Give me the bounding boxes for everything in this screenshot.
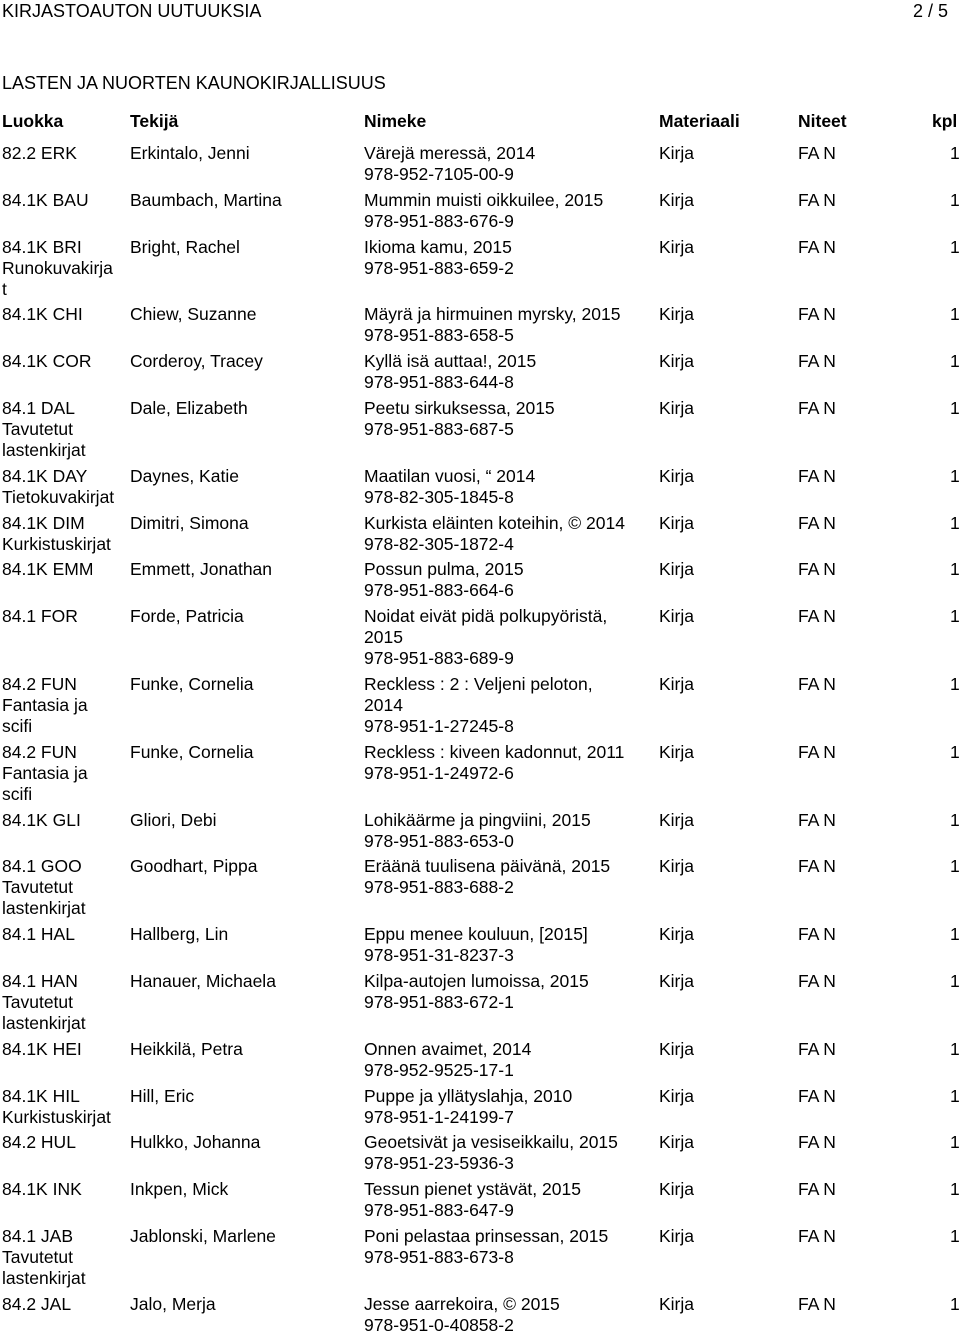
material-cell: Kirja xyxy=(659,559,695,580)
count-cell: 1 xyxy=(950,1038,960,1059)
classification-cell xyxy=(2,559,127,580)
material-cell: Kirja xyxy=(659,856,695,877)
title-cell-line: 978-951-883-664-6 xyxy=(364,580,514,601)
classification-cell-line: lastenkirjat xyxy=(2,1267,86,1288)
table-row xyxy=(0,466,960,508)
copies-location-cell: FA N xyxy=(798,856,836,877)
copies-location-cell: FA N xyxy=(798,1085,836,1106)
title-cell xyxy=(364,1039,654,1081)
table-row xyxy=(0,810,960,852)
classification-cell-line: 84.2 FUN xyxy=(2,741,77,762)
title-cell-line: Lohikäärme ja pingviini, 2015 xyxy=(364,809,591,830)
title-cell-line: Maatilan vuosi, “ 2014 xyxy=(364,465,536,486)
table-row xyxy=(0,674,960,737)
document-header xyxy=(0,0,960,24)
author-cell: Jalo, Merja xyxy=(130,1293,216,1314)
classification-cell xyxy=(2,513,127,555)
classification-cell-line: scifi xyxy=(2,715,33,736)
title-cell-line: 978-951-883-644-8 xyxy=(364,372,514,393)
classification-cell-line: Runokuvakirja xyxy=(2,257,113,278)
count-cell: 1 xyxy=(950,465,960,486)
copies-location-cell: FA N xyxy=(798,351,836,372)
copies-location-cell: FA N xyxy=(798,189,836,210)
title-cell-line: 978-952-9525-17-1 xyxy=(364,1059,514,1080)
author-cell: Hill, Eric xyxy=(130,1085,195,1106)
page-number: 2 / 5 xyxy=(912,1,948,21)
copies-location-cell: FA N xyxy=(798,512,836,533)
classification-cell-line: 84.1K COR xyxy=(2,351,92,372)
title-cell-line: 978-951-883-658-5 xyxy=(364,325,514,346)
title-cell-line: Värejä meressä, 2014 xyxy=(364,143,536,163)
classification-cell-line: Tavutetut xyxy=(2,418,74,439)
title-cell-line: 978-82-305-1845-8 xyxy=(364,486,514,507)
copies-location-cell: FA N xyxy=(798,924,836,945)
classification-cell-line: Tavutetut xyxy=(2,991,74,1012)
count-cell: 1 xyxy=(950,304,960,325)
title-cell-line: Jesse aarrekoira, © 2015 xyxy=(364,1293,560,1314)
classification-cell-line: 84.1K GLI xyxy=(2,809,81,830)
title-cell xyxy=(364,606,654,669)
classification-cell-line: 84.1K HEI xyxy=(2,1038,82,1059)
author-cell: Forde, Patricia xyxy=(130,606,244,627)
classification-cell xyxy=(2,1179,127,1200)
table-row xyxy=(0,559,960,601)
title-cell-line: Kilpa-autojen lumoissa, 2015 xyxy=(364,970,589,991)
classification-cell-line: Tietokuvakirjat xyxy=(2,486,115,507)
table-row xyxy=(0,924,960,966)
author-cell: Baumbach, Martina xyxy=(130,189,282,210)
table-row xyxy=(0,351,960,393)
title-cell-line: Mummin muisti oikkuilee, 2015 xyxy=(364,189,604,210)
classification-cell-line: Tavutetut xyxy=(2,1246,74,1267)
copies-location-cell: FA N xyxy=(798,143,836,163)
title-cell-line: Eräänä tuulisena päivänä, 2015 xyxy=(364,856,611,877)
material-cell: Kirja xyxy=(659,189,695,210)
copies-location-cell: FA N xyxy=(798,1225,836,1246)
classification-cell xyxy=(2,1039,127,1060)
copies-location-cell: FA N xyxy=(798,559,836,580)
table-row xyxy=(0,237,960,300)
table-row xyxy=(0,1226,960,1289)
count-cell: 1 xyxy=(950,1293,960,1314)
column-header-materiaali: Materiaali xyxy=(659,111,740,131)
title-cell-line: Geoetsivät ja vesiseikkailu, 2015 xyxy=(364,1132,618,1153)
author-cell: Bright, Rachel xyxy=(130,236,240,257)
title-cell-line: 2014 xyxy=(364,694,403,715)
title-cell-line: 978-951-883-687-5 xyxy=(364,418,514,439)
table-row xyxy=(0,1132,960,1174)
title-cell xyxy=(364,1294,654,1336)
title-cell-line: Poni pelastaa prinsessan, 2015 xyxy=(364,1225,609,1246)
classification-cell-line: 84.1 JAB xyxy=(2,1225,74,1246)
column-header-niteet: Niteet xyxy=(798,111,847,131)
classification-cell-line: Fantasia ja xyxy=(2,762,88,783)
table-row xyxy=(0,1086,960,1128)
classification-cell-line: 84.2 JAL xyxy=(2,1293,72,1314)
classification-cell-line: Kurkistuskirjat xyxy=(2,1106,111,1127)
title-cell xyxy=(364,924,654,966)
classification-cell xyxy=(2,237,127,300)
title-cell xyxy=(364,190,654,232)
table-row xyxy=(0,1039,960,1081)
title-cell-line: Noidat eivät pidä polkupyöristä, xyxy=(364,606,608,627)
table-row xyxy=(0,143,960,185)
table-row xyxy=(0,190,960,232)
material-cell: Kirja xyxy=(659,1179,695,1200)
author-cell: Jablonski, Marlene xyxy=(130,1225,276,1246)
count-cell: 1 xyxy=(950,924,960,945)
document-title: KIRJASTOAUTON UUTUUKSIA xyxy=(2,1,262,21)
count-cell: 1 xyxy=(950,673,960,694)
title-cell-line: 978-951-883-647-9 xyxy=(364,1200,514,1221)
classification-cell xyxy=(2,143,127,164)
table-row xyxy=(0,304,960,346)
classification-cell-line: 84.1K INK xyxy=(2,1179,82,1200)
title-cell-line: Kyllä isä auttaa!, 2015 xyxy=(364,351,537,372)
title-cell-line: 978-951-883-688-2 xyxy=(364,877,514,898)
classification-cell xyxy=(2,351,127,372)
material-cell: Kirja xyxy=(659,236,695,257)
section-title: LASTEN JA NUORTEN KAUNOKIRJALLISUUS xyxy=(2,73,386,93)
author-cell: Heikkilä, Petra xyxy=(130,1038,243,1059)
classification-cell xyxy=(2,1294,127,1315)
title-cell xyxy=(364,810,654,852)
column-header-luokka: Luokka xyxy=(2,111,64,131)
classification-cell-line: 84.1K DIM xyxy=(2,512,85,533)
classification-cell xyxy=(2,1226,127,1289)
material-cell: Kirja xyxy=(659,1293,695,1314)
title-cell-line: 978-951-883-659-2 xyxy=(364,257,514,278)
title-cell-line: 978-82-305-1872-4 xyxy=(364,533,514,554)
author-cell: Inkpen, Mick xyxy=(130,1179,229,1200)
material-cell: Kirja xyxy=(659,1038,695,1059)
title-cell-line: Onnen avaimet, 2014 xyxy=(364,1038,532,1059)
title-cell-line: 978-951-883-673-8 xyxy=(364,1246,514,1267)
table-row xyxy=(0,398,960,461)
material-cell: Kirja xyxy=(659,1225,695,1246)
classification-cell-line: 84.1K HIL xyxy=(2,1085,80,1106)
classification-cell-line: 84.1 FOR xyxy=(2,606,78,627)
author-cell: Hanauer, Michaela xyxy=(130,970,276,991)
author-cell: Hulkko, Johanna xyxy=(130,1132,261,1153)
title-cell xyxy=(364,971,654,1013)
copies-location-cell: FA N xyxy=(798,1038,836,1059)
title-cell-line: Kurkista eläinten koteihin, © 2014 xyxy=(364,512,625,533)
classification-cell xyxy=(2,398,127,461)
title-cell xyxy=(364,1086,654,1128)
count-cell: 1 xyxy=(950,1225,960,1246)
material-cell: Kirja xyxy=(659,304,695,325)
column-header-tekija: Tekijä xyxy=(130,111,179,131)
classification-cell-line: Kurkistuskirjat xyxy=(2,533,111,554)
classification-cell xyxy=(2,924,127,945)
classification-cell-line: 84.1 HAL xyxy=(2,924,75,945)
table-row xyxy=(0,513,960,555)
copies-location-cell: FA N xyxy=(798,236,836,257)
classification-cell xyxy=(2,1132,127,1153)
material-cell: Kirja xyxy=(659,673,695,694)
classification-cell-line: 84.2 HUL xyxy=(2,1132,76,1153)
author-cell: Hallberg, Lin xyxy=(130,924,229,945)
classification-cell-line: Tavutetut xyxy=(2,877,74,898)
copies-location-cell: FA N xyxy=(798,970,836,991)
count-cell: 1 xyxy=(950,236,960,257)
count-cell: 1 xyxy=(950,856,960,877)
catalog-table xyxy=(0,143,960,1341)
count-cell: 1 xyxy=(950,809,960,830)
classification-cell xyxy=(2,1086,127,1128)
title-cell xyxy=(364,559,654,601)
classification-cell xyxy=(2,971,127,1034)
title-cell-line: Peetu sirkuksessa, 2015 xyxy=(364,397,555,418)
author-cell: Goodhart, Pippa xyxy=(130,856,258,877)
classification-cell-line: 84.1 HAN xyxy=(2,970,78,991)
author-cell: Erkintalo, Jenni xyxy=(130,143,250,163)
copies-location-cell: FA N xyxy=(798,397,836,418)
classification-cell-line: t xyxy=(2,278,7,299)
title-cell-line: Puppe ja yllätyslahja, 2010 xyxy=(364,1085,573,1106)
classification-cell-line: 82.2 ERK xyxy=(2,143,77,163)
title-cell-line: Possun pulma, 2015 xyxy=(364,559,524,580)
classification-cell-line: 84.1K DAY xyxy=(2,465,88,486)
material-cell: Kirja xyxy=(659,143,695,163)
table-row xyxy=(0,742,960,805)
title-cell xyxy=(364,351,654,393)
classification-cell-line: scifi xyxy=(2,783,33,804)
title-cell-line: 978-951-31-8237-3 xyxy=(364,945,514,966)
classification-cell-line: lastenkirjat xyxy=(2,898,86,919)
classification-cell-line: 84.1K EMM xyxy=(2,559,94,580)
material-cell: Kirja xyxy=(659,351,695,372)
title-cell-line: 978-951-0-40858-2 xyxy=(364,1314,514,1335)
title-cell xyxy=(364,856,654,898)
copies-location-cell: FA N xyxy=(798,1132,836,1153)
author-cell: Chiew, Suzanne xyxy=(130,304,257,325)
copies-location-cell: FA N xyxy=(798,1179,836,1200)
count-cell: 1 xyxy=(950,741,960,762)
classification-cell xyxy=(2,190,127,211)
material-cell: Kirja xyxy=(659,397,695,418)
table-row xyxy=(0,1179,960,1221)
title-cell-line: 2015 xyxy=(364,627,403,648)
title-cell-line: Reckless : 2 : Veljeni peloton, xyxy=(364,673,593,694)
count-cell: 1 xyxy=(950,351,960,372)
count-cell: 1 xyxy=(950,143,960,163)
classification-cell xyxy=(2,674,127,737)
count-cell: 1 xyxy=(950,1179,960,1200)
classification-cell-line: 84.1K CHI xyxy=(2,304,83,325)
classification-cell-line: lastenkirjat xyxy=(2,439,86,460)
title-cell-line: 978-951-1-24199-7 xyxy=(364,1106,514,1127)
table-row xyxy=(0,971,960,1034)
count-cell: 1 xyxy=(950,606,960,627)
count-cell: 1 xyxy=(950,1085,960,1106)
copies-location-cell: FA N xyxy=(798,465,836,486)
material-cell: Kirja xyxy=(659,512,695,533)
author-cell: Funke, Cornelia xyxy=(130,673,254,694)
material-cell: Kirja xyxy=(659,1132,695,1153)
author-cell: Emmett, Jonathan xyxy=(130,559,273,580)
title-cell-line: Eppu menee kouluun, [2015] xyxy=(364,924,588,945)
table-row xyxy=(0,1294,960,1336)
classification-cell xyxy=(2,606,127,627)
table-row xyxy=(0,856,960,919)
title-cell xyxy=(364,1226,654,1268)
count-cell: 1 xyxy=(950,189,960,210)
table-row xyxy=(0,606,960,669)
title-cell-line: 978-951-23-5936-3 xyxy=(364,1153,514,1174)
material-cell: Kirja xyxy=(659,809,695,830)
title-cell-line: 978-951-1-24972-6 xyxy=(364,762,514,783)
classification-cell-line: 84.1 GOO xyxy=(2,856,82,877)
author-cell: Dimitri, Simona xyxy=(130,512,249,533)
table-header xyxy=(0,110,960,132)
author-cell: Daynes, Katie xyxy=(130,465,239,486)
title-cell-line: 978-951-1-27245-8 xyxy=(364,715,514,736)
classification-cell-line: Fantasia ja xyxy=(2,694,88,715)
classification-cell xyxy=(2,810,127,831)
copies-location-cell: FA N xyxy=(798,1293,836,1314)
classification-cell-line: lastenkirjat xyxy=(2,1012,86,1033)
author-cell: Dale, Elizabeth xyxy=(130,397,248,418)
title-cell xyxy=(364,674,654,737)
classification-cell-line: 84.2 FUN xyxy=(2,673,77,694)
column-header-nimeke: Nimeke xyxy=(364,111,427,131)
author-cell: Corderoy, Tracey xyxy=(130,351,263,372)
count-cell: 1 xyxy=(950,1132,960,1153)
copies-location-cell: FA N xyxy=(798,673,836,694)
title-cell xyxy=(364,1179,654,1221)
classification-cell xyxy=(2,856,127,919)
material-cell: Kirja xyxy=(659,970,695,991)
column-header-kpl: kpl xyxy=(932,111,958,131)
count-cell: 1 xyxy=(950,970,960,991)
title-cell-line: 978-951-883-672-1 xyxy=(364,991,514,1012)
material-cell: Kirja xyxy=(659,1085,695,1106)
material-cell: Kirja xyxy=(659,606,695,627)
title-cell xyxy=(364,742,654,784)
title-cell-line: Tessun pienet ystävät, 2015 xyxy=(364,1179,581,1200)
title-cell xyxy=(364,513,654,555)
classification-cell-line: 84.1 DAL xyxy=(2,397,75,418)
copies-location-cell: FA N xyxy=(798,741,836,762)
title-cell-line: Reckless : kiveen kadonnut, 2011 xyxy=(364,741,625,762)
material-cell: Kirja xyxy=(659,924,695,945)
count-cell: 1 xyxy=(950,397,960,418)
title-cell-line: Ikioma kamu, 2015 xyxy=(364,236,512,257)
count-cell: 1 xyxy=(950,559,960,580)
copies-location-cell: FA N xyxy=(798,304,836,325)
title-cell xyxy=(364,398,654,440)
classification-cell xyxy=(2,304,127,325)
copies-location-cell: FA N xyxy=(798,606,836,627)
title-cell xyxy=(364,143,654,185)
classification-cell-line: 84.1K BRI xyxy=(2,236,82,257)
author-cell: Funke, Cornelia xyxy=(130,741,254,762)
copies-location-cell: FA N xyxy=(798,809,836,830)
author-cell: Gliori, Debi xyxy=(130,809,217,830)
title-cell-line: 978-952-7105-00-9 xyxy=(364,164,514,184)
title-cell xyxy=(364,304,654,346)
title-cell-line: 978-951-883-676-9 xyxy=(364,210,514,231)
classification-cell xyxy=(2,466,127,508)
title-cell xyxy=(364,1132,654,1174)
title-cell-line: Mäyrä ja hirmuinen myrsky, 2015 xyxy=(364,304,621,325)
classification-cell xyxy=(2,742,127,805)
title-cell xyxy=(364,237,654,279)
material-cell: Kirja xyxy=(659,741,695,762)
title-cell-line: 978-951-883-653-0 xyxy=(364,830,514,851)
count-cell: 1 xyxy=(950,512,960,533)
title-cell xyxy=(364,466,654,508)
title-cell-line: 978-951-883-689-9 xyxy=(364,648,514,669)
classification-cell-line: 84.1K BAU xyxy=(2,189,89,210)
material-cell: Kirja xyxy=(659,465,695,486)
